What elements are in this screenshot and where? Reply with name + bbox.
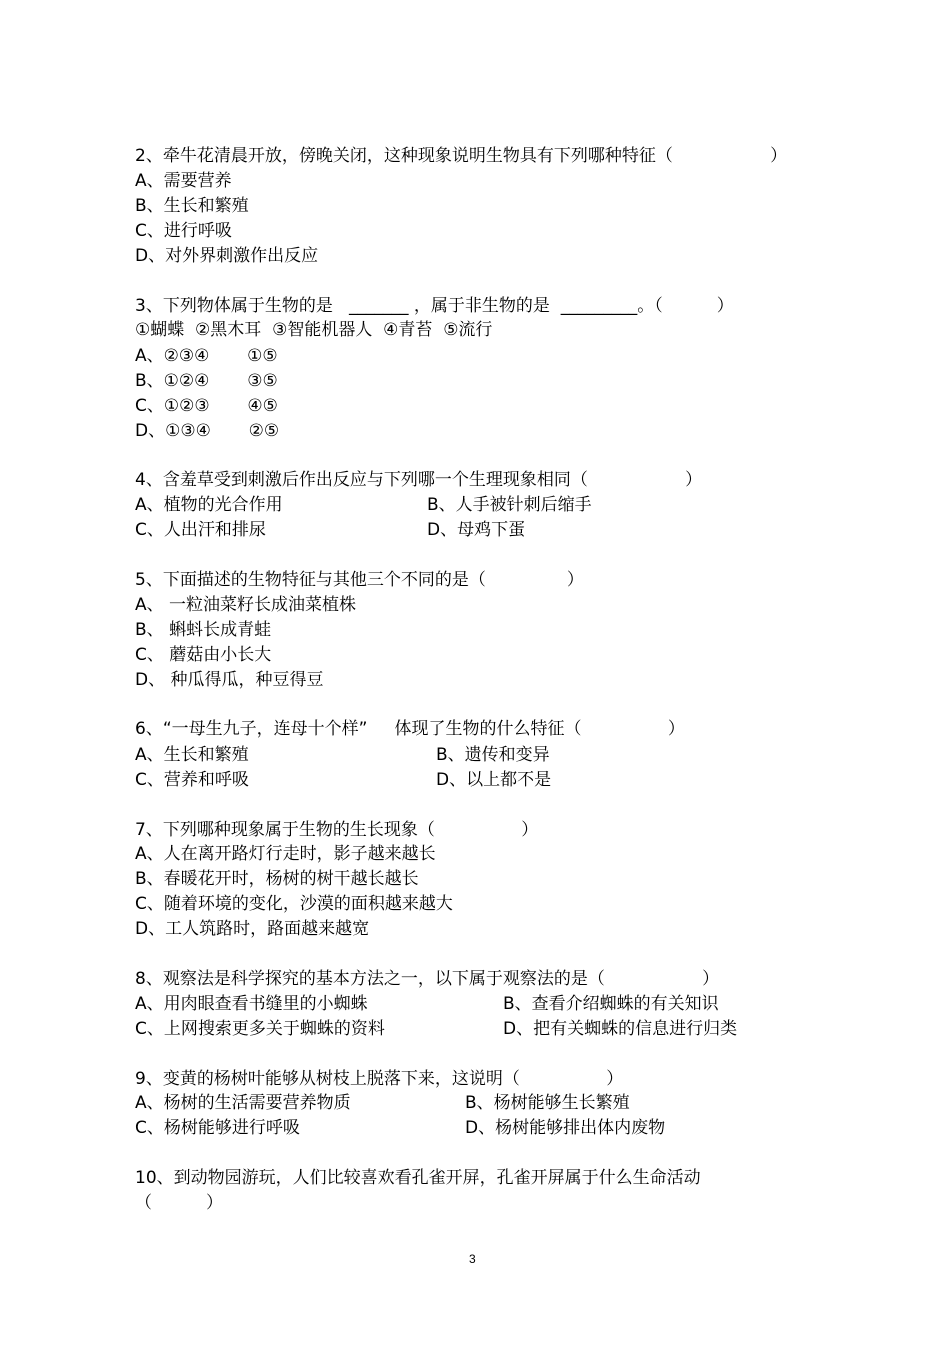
question-9-option-c: C、杨树能够进行呼吸 — [135, 1118, 300, 1138]
question-8-stem: 8、观察法是科学探究的基本方法之一，以下属于观察法的是（ ） — [135, 969, 720, 989]
question-10-answer-blank: （ ） — [135, 1193, 224, 1213]
question-8-option-a: A、用肉眼查看书缝里的小蜘蛛 — [135, 994, 368, 1014]
question-8-option-b: B、查看介绍蜘蛛的有关知识 — [503, 994, 719, 1014]
question-7-option-b: B、春暖花开时，杨树的树干越长越长 — [135, 869, 419, 889]
question-4-option-c: C、人出汗和排尿 — [135, 520, 266, 540]
question-5-option-a: A、 一粒油菜籽长成油菜植株 — [135, 595, 357, 615]
question-7-stem: 7、下列哪种现象属于生物的生长现象（ ） — [135, 820, 539, 840]
question-3-stem: 3、下列物体属于生物的是 _______ ，属于非生物的是 _________。（ ） — [135, 296, 734, 316]
question-3-items: ①蝴蝶 ②黑木耳 ③智能机器人 ④青苔 ⑤流行 — [135, 320, 493, 340]
question-6-stem: 6、“一母生九子，连母十个样” 体现了生物的什么特征（ ） — [135, 719, 685, 739]
question-9-option-a: A、杨树的生活需要营养物质 — [135, 1093, 351, 1113]
question-4-option-b: B、人手被针刺后缩手 — [427, 495, 592, 515]
question-5-option-c: C、 蘑菇由小长大 — [135, 645, 272, 665]
question-9-option-b: B、杨树能够生长繁殖 — [465, 1093, 630, 1113]
question-3-option-d: D、①③④ ②⑤ — [135, 421, 280, 441]
page-number: 3 — [469, 1252, 476, 1266]
question-5-stem: 5、下面描述的生物特征与其他三个不同的是（ ） — [135, 570, 584, 590]
question-6-option-b: B、遗传和变异 — [436, 745, 550, 765]
question-10-stem: 10、到动物园游玩，人们比较喜欢看孔雀开屏，孔雀开屏属于什么生命活动 — [135, 1168, 701, 1188]
question-8-option-c: C、上网搜索更多关于蜘蛛的资料 — [135, 1019, 385, 1039]
question-9-stem: 9、变黄的杨树叶能够从树枝上脱落下来，这说明（ ） — [135, 1069, 624, 1089]
question-6-option-c: C、营养和呼吸 — [135, 770, 249, 790]
question-3-option-c: C、①②③ ④⑤ — [135, 396, 278, 416]
question-5-option-b: B、 蝌蚪长成青蛙 — [135, 620, 272, 640]
question-9-option-d: D、杨树能够排出体内废物 — [465, 1118, 666, 1138]
question-7-option-c: C、随着环境的变化，沙漠的面积越来越大 — [135, 894, 453, 914]
question-2-stem: 2、牵牛花清晨开放，傍晚关闭，这种现象说明生物具有下列哪种特征（ ） — [135, 146, 788, 166]
question-2-option-d: D、对外界刺激作出反应 — [135, 246, 319, 266]
question-3-option-b: B、①②④ ③⑤ — [135, 371, 278, 391]
question-2-option-c: C、进行呼吸 — [135, 221, 232, 241]
question-2-option-a: A、需要营养 — [135, 171, 232, 191]
question-7-option-d: D、工人筑路时，路面越来越宽 — [135, 919, 370, 939]
question-7-option-a: A、人在离开路灯行走时，影子越来越长 — [135, 844, 436, 864]
question-6-option-a: A、生长和繁殖 — [135, 745, 249, 765]
question-4-option-d: D、母鸡下蛋 — [427, 520, 526, 540]
question-2-option-b: B、生长和繁殖 — [135, 196, 249, 216]
question-8-option-d: D、把有关蜘蛛的信息进行归类 — [503, 1019, 738, 1039]
question-5-option-d: D、 种瓜得瓜，种豆得豆 — [135, 670, 324, 690]
question-3-option-a: A、②③④ ①⑤ — [135, 346, 278, 366]
question-4-option-a: A、植物的光合作用 — [135, 495, 283, 515]
question-6-option-d: D、以上都不是 — [436, 770, 552, 790]
question-4-stem: 4、含羞草受到刺激后作出反应与下列哪一个生理现象相同（ ） — [135, 470, 703, 490]
